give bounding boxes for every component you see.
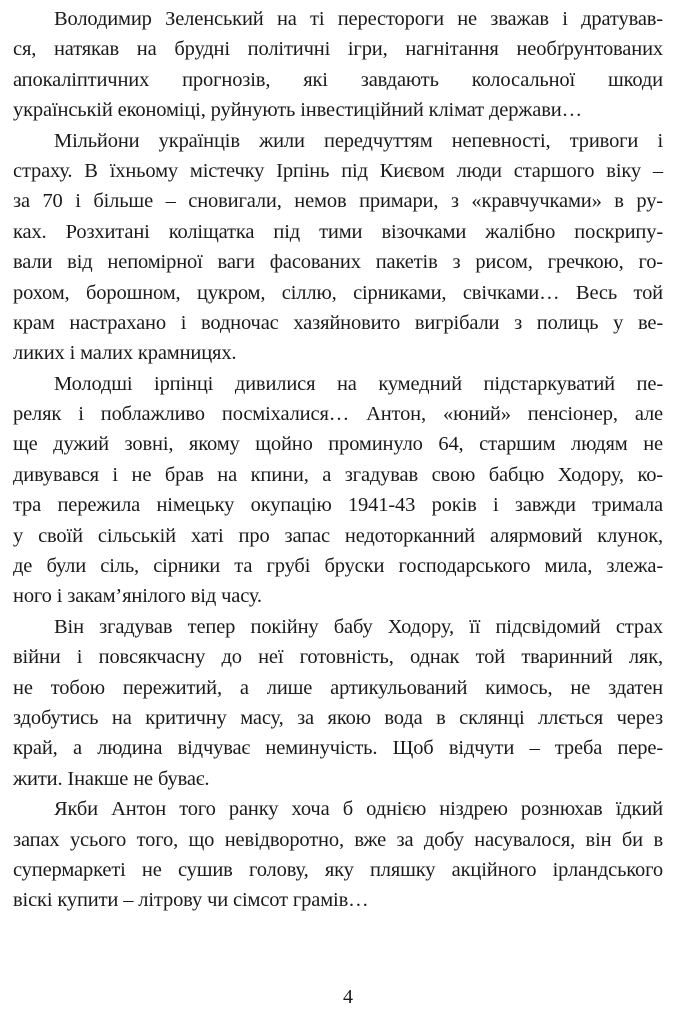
text-line: де були сіль, сірники та грубі бруски господарського мила, злежа-: [13, 555, 663, 578]
text-line: ще дужий зовні, якому щойно проминуло 64, старшим людям не: [13, 433, 663, 456]
text-line: у своїй сільській хаті про запас недоторканний алярмовий клунок,: [13, 524, 663, 547]
text-line: реляк і поблажливо посміхалися… Антон, «юний» пенсіонер, але: [13, 403, 663, 426]
text-line: тра пережила німецьку окупацію 1941-43 років і завжди тримала: [13, 494, 663, 517]
text-line: крам настрахано і водночас хазяйновито вигрібали з полиць у ве-: [13, 311, 663, 334]
text-line: здобутись на критичну масу, за якою вода в склянці ллється через: [13, 706, 663, 729]
text-line: Мільйони українців жили передчуттям непевності, тривоги і: [54, 129, 663, 152]
text-line: вали від непомірної ваги фасованих пакетів з рисом, гречкою, го-: [13, 251, 663, 274]
text-line: за 70 і більше – сновигали, немов примари, з «кравчучками» в ру-: [13, 190, 663, 213]
text-line: Він згадував тепер покійну бабу Ходору, її підсвідомий страх: [54, 615, 663, 638]
text-line: Молодші ірпінці дивилися на кумедний підстаркуватий пе-: [54, 372, 663, 395]
text-line: край, а людина відчуває неминучість. Щоб відчути – треба пере-: [13, 737, 663, 760]
text-line: Володимир Зеленський на ті перестороги не зважав і дратував-: [54, 8, 663, 30]
text-line: Якби Антон того ранку хоча б однією ніздрею рознюхав їдкий: [54, 798, 663, 821]
page-body: [13, 4, 663, 916]
text-line: українській економіці, руйнують інвестиційний клімат держави…: [13, 99, 582, 122]
text-line: ках. Розхитані коліщатка під тими візочками жалібно поскрипу-: [13, 220, 663, 243]
text-line: не тобою пережитий, а лише артикульований кимось, не здатен: [13, 676, 663, 699]
page-number: 4: [343, 986, 353, 1008]
text-line: ся, натякав на брудні політичні ігри, нагнітання необґрунтованих: [13, 38, 663, 61]
text-line: дивувався і не брав на кпини, а згадував свою бабцю Ходору, ко-: [13, 463, 663, 486]
text-line: супермаркеті не сушив голову, яку пляшку акційного ірландського: [13, 858, 663, 881]
paragraph-4: [13, 612, 663, 794]
text-line: апокаліптичних прогнозів, які завдають колосальної шкоди: [13, 68, 663, 91]
text-line: страху. В їхньому містечку Ірпінь під Києвом люди старшого віку –: [13, 159, 663, 182]
paragraph-3: [13, 369, 663, 612]
text-line: запах усього того, що невідворотно, вже за добу насувалося, він би в: [13, 828, 663, 851]
paragraph-2: [13, 126, 663, 369]
paragraph-1: [13, 4, 663, 126]
text-line: віскі купити – літрову чи сімсот грамів…: [13, 889, 369, 912]
text-line: ного і закам’янілого від часу.: [13, 585, 262, 608]
text-line: ликих і малих крамницях.: [13, 342, 237, 365]
paragraph-5: [13, 794, 663, 916]
text-line: війни і повсякчасну до неї готовність, однак той тваринний ляк,: [13, 646, 663, 669]
text-line: рохом, борошном, цукром, сіллю, сірниками, свічками… Весь той: [13, 281, 663, 304]
text-line: жити. Інакше не буває.: [13, 767, 210, 790]
